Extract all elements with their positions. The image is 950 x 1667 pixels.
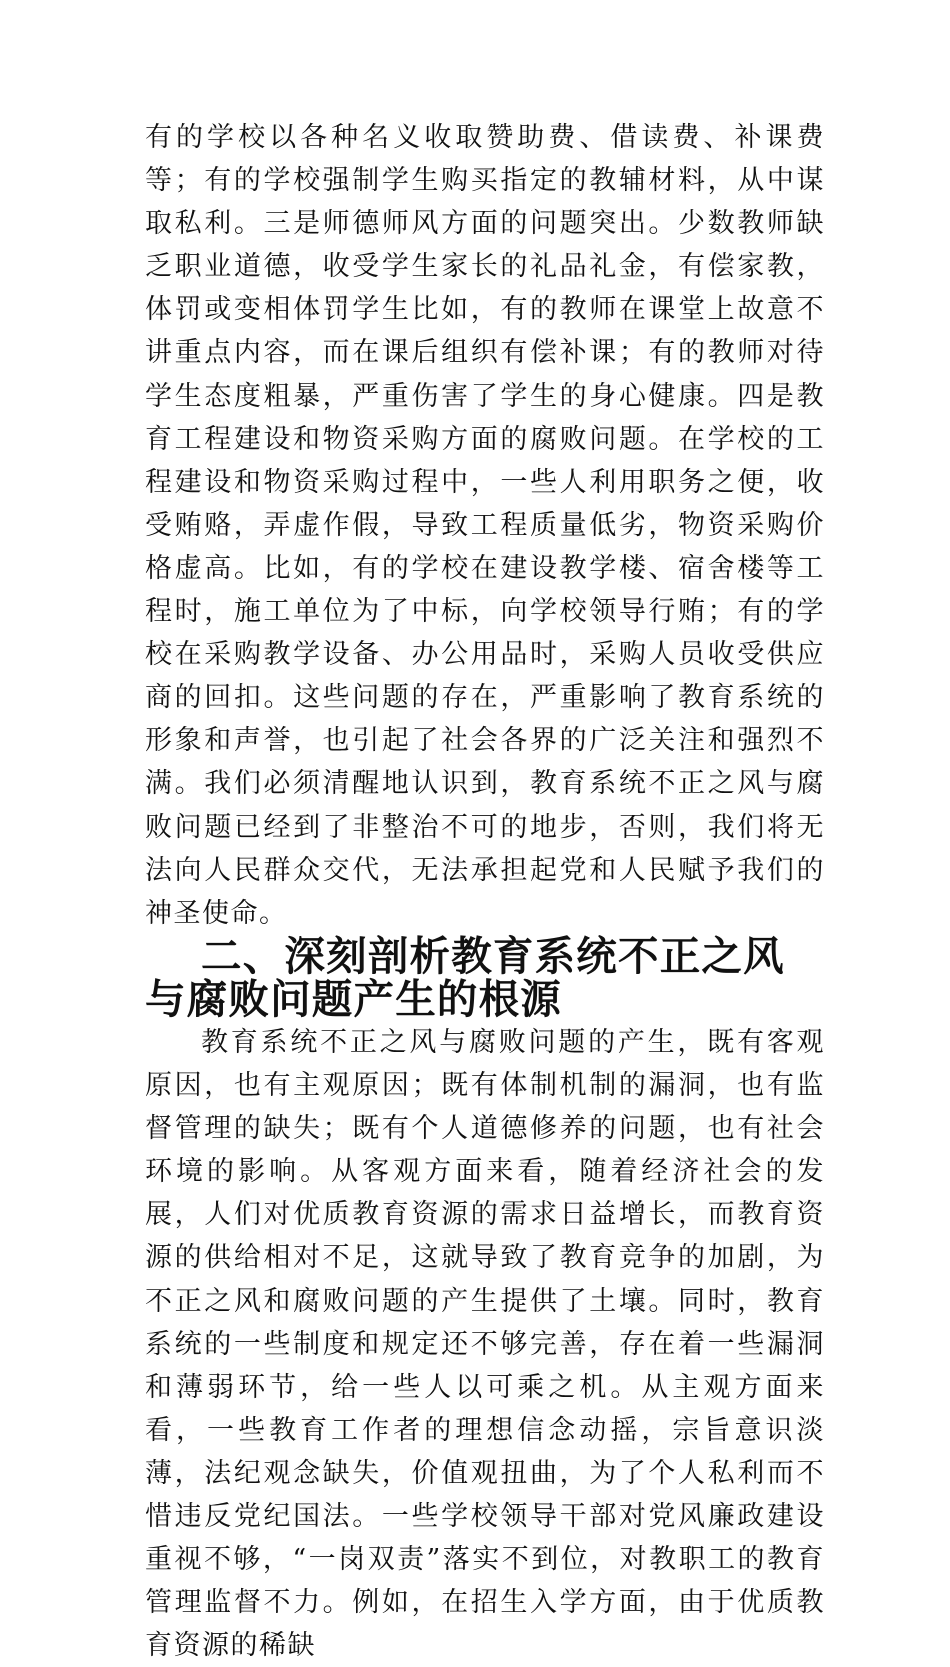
- document-body: [145, 116, 825, 1667]
- section-heading: 二、深刻剖析教育系统不正之风与腐败问题产生的根源: [145, 931, 785, 1023]
- continuation-paragraph: 有的学校以各种名义收取赞助费、借读费、补课费等；有的学校强制学生购买指定的教辅材料，从中谋取私利。三是师德师风方面的问题突出。少数教师缺乏职业道德，收受学生家长的礼品礼金，有偿家教，体罚或变相体罚学生比如，有的教师在课堂上故意不讲重点内容，而在课后组织有偿补课；有的教师对待学生态度粗暴，严重伤害了学生的身心健康。四是教育工程建设和物资采购方面的腐败问题。在学校的工程建设和物资采购过程中，一些人利用职务之便，收受贿赂，弄虚作假，导致工程质量低劣，物资采购价格虚高。比如，有的学校在建设教学楼、宿舍楼等工程时，施工单位为了中标，向学校领导行贿；有的学校在采购教学设备、办公用品时，采购人员收受供应商的回扣。这些问题的存在，严重影响了教育系统的形象和声誉，也引起了社会各界的广泛关注和强烈不满。我们必须清醒地认识到，教育系统不正之风与腐败问题已经到了非整治不可的地步，否则，我们将无法向人民群众交代，无法承担起党和人民赋予我们的神圣使命。: [145, 122, 825, 929]
- section-paragraph: 教育系统不正之风与腐败问题的产生，既有客观原因，也有主观原因；既有体制机制的漏洞，也有监督管理的缺失；既有个人道德修养的问题，也有社会环境的影响。从客观方面来看，随着经济社会的发展，人们对优质教育资源的需求日益增长，而教育资源的供给相对不足，这就导致了教育竞争的加剧，为不正之风和腐败问题的产生提供了土壤。同时，教育系统的一些制度和规定还不够完善，存在着一些漏洞和薄弱环节，给一些人以可乘之机。从主观方面来看，一些教育工作者的理想信念动摇，宗旨意识淡薄，法纪观念缺失，价值观扭曲，为了个人私利而不惜违反党纪国法。一些学校领导干部对党风廉政建设重视不够，“一岗双责”落实不到位，对教职工的教育管理监督不力。例如，在招生入学方面，由于优质教育资源的稀缺: [145, 1026, 825, 1662]
